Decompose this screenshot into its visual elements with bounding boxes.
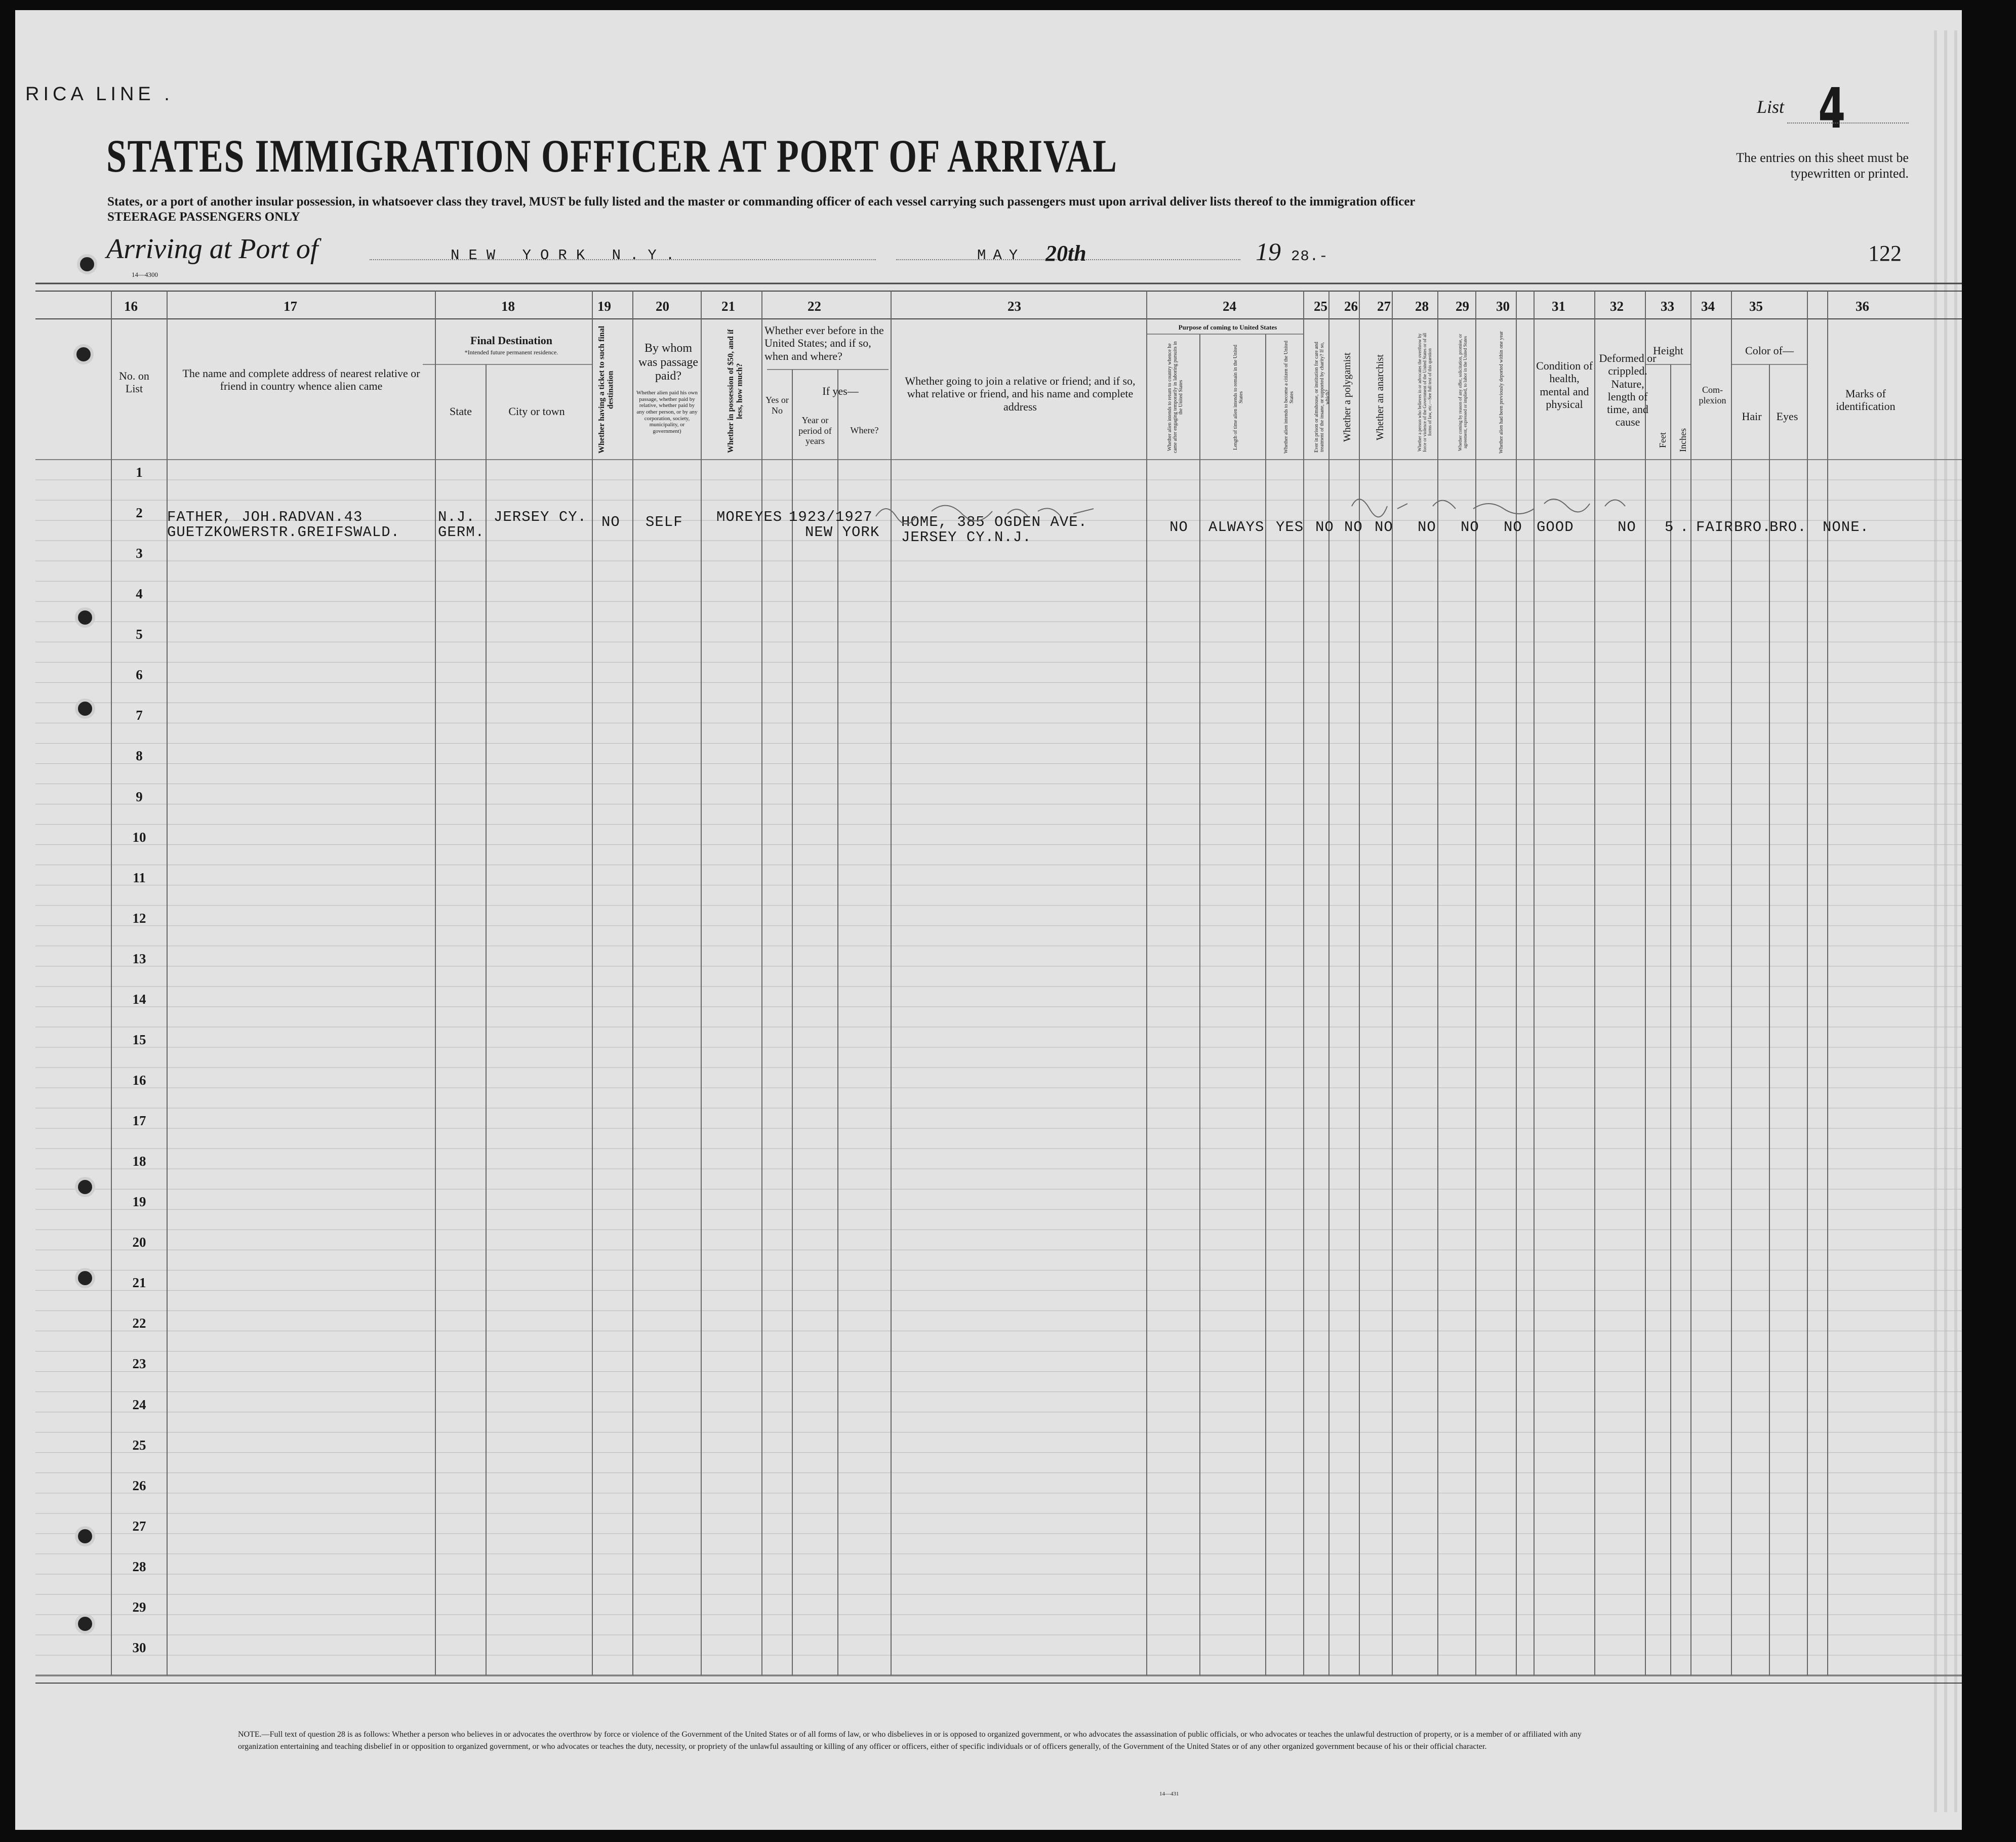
entry-eyes: BRO. <box>1769 519 1807 536</box>
row-number: 11 <box>133 870 146 885</box>
header-purpose-length: Length of time alien intends to remain in the United States <box>1233 345 1244 451</box>
entry-q30: NO <box>1504 519 1522 536</box>
header-hair: Hair <box>1742 410 1762 423</box>
header-where: Where? <box>850 425 879 435</box>
entry-prison: NO <box>1315 519 1334 536</box>
entry-health: GOOD <box>1537 519 1574 536</box>
entry-inches: . <box>1680 519 1689 536</box>
binding-hole <box>75 1614 95 1634</box>
row-number: 18 <box>132 1154 146 1169</box>
form-code: 14—4300 <box>132 271 158 278</box>
header-complexion: Com-plexion <box>1699 385 1726 405</box>
header-q29: Whether coming by reason of any offer, solicitation, promise, or agreement, expressed or implied, to labor in the United States <box>1458 334 1468 451</box>
col-number: 23 <box>1007 299 1021 314</box>
entry-length-of-stay: ALWAYS <box>1208 519 1265 536</box>
col-number: 26 <box>1344 299 1358 314</box>
entry-citizen: YES <box>1276 519 1304 536</box>
header-yes-no: Yes or No <box>765 395 789 416</box>
footnote-text: NOTE.—Full text of question 28 is as follows: Whether a person who believes in or advocates the overthrow by force or violence of the Government of the United States or of all forms of law, or who disbelieves in or is opposed to organized government, or who advocates the assassination of public officials, or who advocates or teaches the unlawful destruction of property, or is a member of or affiliated with any organization entertaining and teaching disbelief in or opposition to organized government, or who advocates or teaches the duty, necessity, or propriety of the unlawful assaulting or killing of any officer or officers, either of specific individuals or of officers generally, of the Government of the United States or of any other organized government because of his or their official character. <box>238 1730 1582 1751</box>
row-number: 22 <box>132 1316 146 1331</box>
row-number: 26 <box>132 1478 146 1493</box>
entry-anarchist: NO <box>1375 519 1393 536</box>
header-final-destination-note: *Intended future permanent residence. <box>464 349 558 356</box>
list-number: 4 <box>1818 76 1846 141</box>
row-number: 15 <box>132 1032 146 1047</box>
col-number: 24 <box>1223 299 1236 314</box>
col-number: 19 <box>597 299 611 314</box>
row-number: 20 <box>132 1235 146 1250</box>
row-number: 8 <box>136 748 143 764</box>
col-number: 28 <box>1415 299 1429 314</box>
header-inches: Inches <box>1678 428 1688 453</box>
entry-complexion: FAIR <box>1696 519 1733 536</box>
entry-deformed: NO <box>1618 519 1636 536</box>
header-ever-before: Whether ever before in the United States; and if so, when and where? <box>764 324 884 362</box>
binding-hole <box>75 607 95 628</box>
col-number: 20 <box>656 299 669 314</box>
entry-join-line2: JERSEY CY.N.J. <box>901 529 1032 546</box>
entry-polygamist: NO <box>1344 519 1363 536</box>
arriving-label: Arriving at Port of <box>106 233 318 265</box>
header-purpose-citizen: Whether alien intends to become a citizen of the United States <box>1283 341 1295 454</box>
row-number: 24 <box>132 1397 146 1412</box>
col-number: 36 <box>1856 299 1869 314</box>
port-value: NEW YORK N.Y. <box>451 247 684 264</box>
row-number: 28 <box>132 1559 146 1574</box>
entry-paid-by: SELF <box>646 514 683 530</box>
header-passage-paid: By whom was passage paid? <box>638 342 698 383</box>
entry-join-line1: HOME, 385 OGDEN AVE. <box>901 514 1088 530</box>
header-polygamist: Whether a polygamist <box>1342 352 1353 442</box>
handwritten-annotation <box>871 496 1154 526</box>
row-number: 12 <box>132 910 146 926</box>
entry-where: NEW YORK <box>805 524 880 541</box>
row-number: 5 <box>136 627 143 642</box>
row-number: 29 <box>132 1599 146 1615</box>
col-number: 29 <box>1456 299 1469 314</box>
row-number: 2 <box>136 505 143 521</box>
header-marks: Marks of identification <box>1836 387 1896 413</box>
header-height: Height <box>1653 344 1683 357</box>
day-value: 20th <box>1045 241 1086 266</box>
month-value: MAY <box>977 247 1025 264</box>
col-number: 32 <box>1610 299 1624 314</box>
row-number: 16 <box>132 1073 146 1088</box>
entry-q28: NO <box>1418 519 1436 536</box>
entry-return-intent: NO <box>1170 519 1188 536</box>
row-number: 25 <box>132 1437 146 1453</box>
row-number: 17 <box>132 1113 146 1129</box>
header-final-destination: Final Destination <box>470 334 552 347</box>
header-anarchist: Whether an anarchist <box>1375 354 1386 440</box>
entry-country: GERM. <box>438 524 485 541</box>
col-number: 34 <box>1701 299 1715 314</box>
header-feet: Feet <box>1658 432 1668 448</box>
col-number: 25 <box>1314 299 1327 314</box>
row-number: 6 <box>136 667 143 683</box>
header-if-yes: If yes— <box>822 385 859 397</box>
entry-marks: NONE. <box>1823 519 1870 536</box>
manifest-grid <box>15 10 1962 1830</box>
col-number: 31 <box>1552 299 1565 314</box>
list-label: List <box>1757 97 1785 117</box>
row-number: 23 <box>132 1356 146 1372</box>
binding-hole <box>75 1526 95 1546</box>
row-number: 19 <box>132 1194 146 1210</box>
header-q30: Whether alien had been previously deported within one year <box>1499 331 1504 454</box>
col-number: 33 <box>1661 299 1674 314</box>
col-number: 21 <box>721 299 735 314</box>
row-number: 21 <box>132 1275 146 1291</box>
header-city: City or town <box>508 405 565 418</box>
row-number: 3 <box>136 546 143 561</box>
binding-hole <box>75 1268 95 1288</box>
col-number: 30 <box>1496 299 1510 314</box>
row-number: 4 <box>136 586 143 602</box>
page-title: STATES IMMIGRATION OFFICER AT PORT OF ARRIVAL <box>106 130 1118 182</box>
col-number: 18 <box>501 299 515 314</box>
entry-relative-line1: FATHER, JOH.RADVAN.43 <box>167 509 363 525</box>
header-purpose: Purpose of coming to United States <box>1178 323 1277 331</box>
col-number: 16 <box>124 299 138 314</box>
row-number: 7 <box>136 708 143 723</box>
entry-hair: BRO. <box>1734 519 1771 536</box>
header-passage-note: Whether alien paid his own passage, whether paid by relative, whether paid by any other person, or by any corporation, society, municipality, or government) <box>636 390 698 434</box>
manifest-sheet <box>15 10 1962 1830</box>
entry-ticket: NO <box>601 514 620 530</box>
entry-money: MORE <box>716 509 754 525</box>
header-q28: Whether a person who believes in or advocates the overthrow by force or violence of the Government of the United States or of all forms of law, etc.—See full text of this question <box>1417 333 1432 452</box>
entry-feet: 5 <box>1665 519 1674 536</box>
row-number: 13 <box>132 951 146 966</box>
steerage-label: STEERAGE PASSENGERS ONLY <box>107 210 300 224</box>
row-number: 27 <box>132 1518 146 1534</box>
row-number: 30 <box>132 1640 146 1655</box>
row-number: 1 <box>136 465 143 480</box>
col-number: 22 <box>808 299 821 314</box>
header-deformed: Deformed or crippled. Nature, length of time, and cause <box>1599 352 1657 429</box>
header-prison: Ever in prison or almshouse, or institution for care and treatment of the insane, or supported by charity? If so, which? <box>1314 342 1330 453</box>
header-ticket: Whether having a ticket to such final destination <box>597 325 615 454</box>
header-years: Year or period of years <box>798 415 832 446</box>
header-state: State <box>450 405 472 418</box>
header-health: Condition of health, mental and physical <box>1536 359 1593 411</box>
header-nearest-relative: The name and complete address of nearest relative or friend in country whence alien came <box>182 367 420 393</box>
footnote-code: 14—431 <box>1159 1791 1179 1797</box>
header-join-relative: Whether going to join a relative or friend; and if so, what relative or friend, and his name and complete address <box>905 375 1136 413</box>
page-subtitle: States, or a port of another insular possession, in whatsoever class they travel, MUST be fully listed and the master or commanding officer of each vessel carrying such passengers must upon arrival deliver lists thereof to the immigration officer <box>107 195 1416 209</box>
binding-hole <box>73 344 94 364</box>
line-name: RICA LINE . <box>25 84 174 105</box>
header-color-of: Color of— <box>1745 344 1794 357</box>
year-prefix: 19 <box>1256 237 1281 266</box>
row-number: 9 <box>136 789 143 804</box>
header-no-on-list: No. on List <box>119 370 149 395</box>
binding-hole <box>75 1177 95 1197</box>
row-number: 14 <box>132 991 146 1007</box>
col-number: 27 <box>1377 299 1391 314</box>
page-number: 122 <box>1868 241 1902 266</box>
binding-hole <box>75 699 95 719</box>
year-suffix: 28.- <box>1291 248 1328 265</box>
entry-relative-line2: GUETZKOWERSTR.GREIFSWALD. <box>167 524 400 541</box>
entry-state: N.J. <box>438 509 475 525</box>
col-number: 35 <box>1749 299 1763 314</box>
binding-hole <box>77 254 97 274</box>
entry-years: 1923/1927 <box>789 509 873 525</box>
entry-ever-before: YES <box>754 509 783 525</box>
col-number: 17 <box>284 299 297 314</box>
header-money: Whether in possession of $50, and if less, how much? <box>727 329 744 453</box>
typed-note: The entries on this sheet must be typewritten or printed. <box>1736 150 1909 181</box>
entry-q29: NO <box>1461 519 1479 536</box>
entry-city: JERSEY CY. <box>494 509 587 525</box>
handwritten-annotation <box>1342 488 1656 519</box>
header-eyes: Eyes <box>1776 410 1798 423</box>
row-number: 10 <box>132 829 146 845</box>
header-purpose-return: Whether alien intends to return to country whence he came after engaging temporarily in laboring pursuits in the United States <box>1167 341 1184 454</box>
